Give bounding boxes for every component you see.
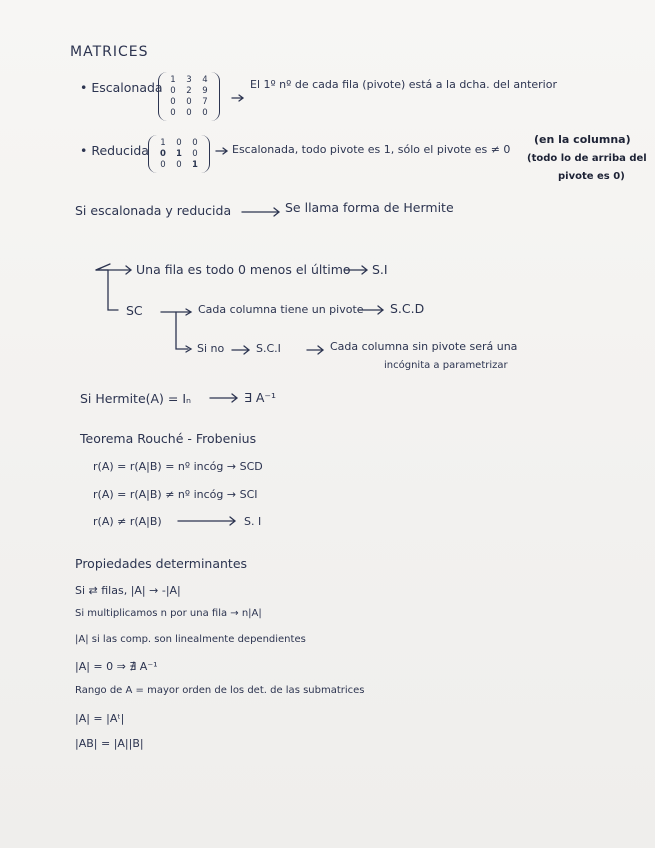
escalonada-matrix: 1 3 4 0 2 9 0 0 7 0 0 0 <box>158 72 220 121</box>
rouche-line-scd: r(A) = r(A|B) = nº incóg → SCD <box>93 460 263 473</box>
inverse-result: ∃ A⁻¹ <box>244 390 277 405</box>
sci-description-2: incógnita a parametrizar <box>384 360 508 371</box>
rouche-title: Teorema Rouché - Frobenius <box>80 431 257 446</box>
escalonada-label: • Escalonada <box>80 80 163 95</box>
si-condition: Una fila es todo 0 menos el último <box>136 262 351 277</box>
si-result: S.I <box>372 262 388 277</box>
sci-description: Cada columna sin pivote será una <box>330 340 518 353</box>
property-zero-determinant: |A| = 0 ⇒ ∄ A⁻¹ <box>75 660 158 673</box>
page-title: MATRICES <box>70 44 149 60</box>
reducida-note-above: (todo lo de arriba del <box>527 153 647 164</box>
properties-title: Propiedades determinantes <box>75 556 248 571</box>
sino-label: Si no <box>197 342 225 355</box>
sci-result: S.C.I <box>256 342 281 355</box>
scd-result: S.C.D <box>390 301 425 316</box>
reducida-label: • Reducida <box>80 143 149 158</box>
rouche-line-si: r(A) ≠ r(A|B) <box>93 515 162 528</box>
inverse-condition: Si Hermite(A) = Iₙ <box>80 391 192 406</box>
escalonada-description: El 1º nº de cada fila (pivote) está a la dcha. del anterior <box>250 78 557 91</box>
property-multiply-row: Si multiplicamos n por una fila → n|A| <box>75 608 262 619</box>
sc-label: SC <box>126 303 143 318</box>
reducida-description: Escalonada, todo pivote es 1, sólo el pivote es ≠ 0 <box>232 143 511 156</box>
property-swap-rows: Si ⇄ filas, |A| → -|A| <box>75 584 181 597</box>
property-rank: Rango de A = mayor orden de los det. de las submatrices <box>75 685 365 696</box>
property-linear-dependence: |A| si las comp. son linealmente dependientes <box>75 634 306 645</box>
hermite-result: Se llama forma de Hermite <box>285 200 454 215</box>
reducida-note-zero: pivote es 0) <box>558 171 625 182</box>
property-product: |AB| = |A||B| <box>75 737 144 750</box>
scd-condition: Cada columna tiene un pivote <box>198 303 364 316</box>
reducida-note-column: (en la columna) <box>534 133 631 146</box>
reducida-matrix: 1 0 0 0 1 0 0 0 1 <box>148 135 210 173</box>
property-transpose: |A| = |Aᵗ| <box>75 712 125 725</box>
rouche-line-sci: r(A) = r(A|B) ≠ nº incóg → SCI <box>93 488 258 501</box>
rouche-line-si-result: S. I <box>244 515 262 528</box>
hermite-condition: Si escalonada y reducida <box>75 203 232 218</box>
